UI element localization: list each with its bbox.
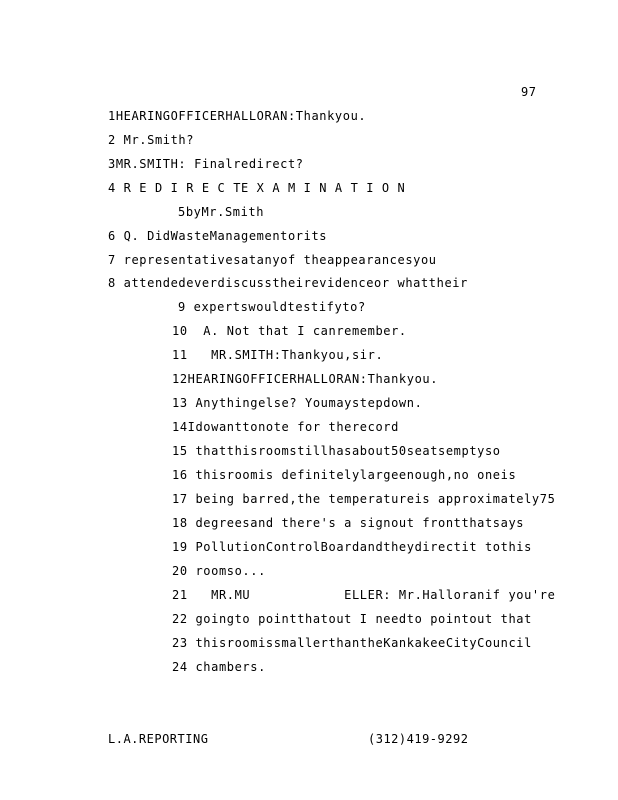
transcript-line: 6 Q. DidWasteManagementorits (108, 229, 328, 243)
transcript-line: 24 chambers. (172, 660, 266, 674)
transcript-line: 16 thisroomis definitelylargeenough,no oneis (172, 468, 517, 482)
transcript-line: 18 degreesand there's a signout frontthatsays (172, 516, 525, 530)
transcript-line: 4 R E D I R E C TE X A M I N A T I O N (108, 181, 406, 195)
transcript-line: 15 thatthisroomstillhasabout50seatsemptyso (172, 444, 501, 458)
transcript-line: 23 thisroomissmallerthantheKankakeeCityCouncil (172, 636, 532, 650)
transcript-line: 9 expertswouldtestifyto? (178, 300, 366, 314)
reporter-phone: (312)419-9292 (368, 732, 469, 746)
transcript-line: 19 PollutionControlBoardandtheydirectit tothis (172, 540, 532, 554)
transcript-line: 13 Anythingelse? Youmaystepdown. (172, 396, 423, 410)
transcript-line: 3MR.SMITH: Finalredirect? (108, 157, 304, 171)
transcript-line: 20 roomso... (172, 564, 266, 578)
transcript-line: 8 attendedeverdiscusstheirevidenceor whattheir (108, 276, 468, 290)
transcript-line: 11 MR.SMITH:Thankyou,sir. (172, 348, 384, 362)
transcript-line: 5byMr.Smith (178, 205, 265, 219)
transcript-line: 12HEARINGOFFICERHALLORAN:Thankyou. (172, 372, 439, 386)
transcript-line: 7 representativesatanyof theappearancesyou (108, 253, 437, 267)
transcript-line: 14Idowanttonote for therecord (172, 420, 399, 434)
transcript-line: 22 goingto pointthatout I needto pointout that (172, 612, 532, 626)
transcript-line: 2 Mr.Smith? (108, 133, 195, 147)
reporter-name: L.A.REPORTING (108, 732, 209, 746)
transcript-line: 1HEARINGOFFICERHALLORAN:Thankyou. (108, 109, 367, 123)
page-number: 97 (521, 85, 537, 99)
transcript-line: 10 A. Not that I canremember. (172, 324, 407, 338)
transcript-line: 21 MR.MU ELLER: Mr.Halloranif you're (172, 588, 556, 602)
transcript-line: 17 being barred,the temperatureis approximately75 (172, 492, 556, 506)
